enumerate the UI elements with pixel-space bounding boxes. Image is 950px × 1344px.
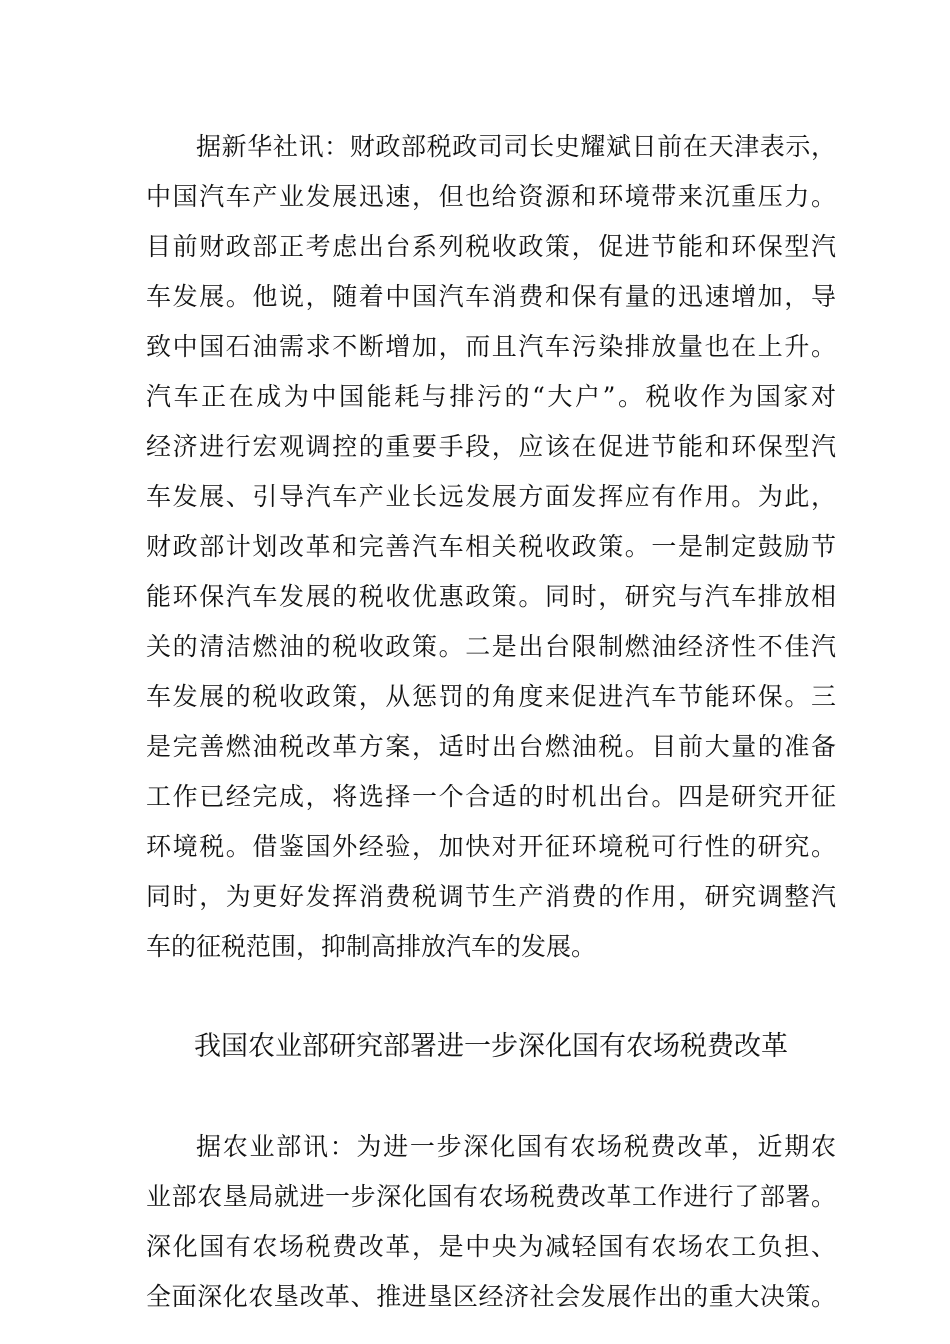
article-1-line: 车发展的税收政策，从惩罚的角度来促进汽车节能环保。三 — [146, 682, 836, 711]
article-1-line: 工作已经完成，将选择一个合适的时机出台。四是研究开征 — [146, 782, 836, 811]
article-1-line: 同时，为更好发挥消费税调节生产消费的作用，研究调整汽 — [146, 882, 836, 911]
article-1-line: 目前财政部正考虑出台系列税收政策，促进节能和环保型汽 — [146, 232, 836, 261]
article-1-line: 关的清洁燃油的税收政策。二是出台限制燃油经济性不佳汽 — [146, 632, 836, 661]
article-1-line: 据新华社讯：财政部税政司司长史耀斌日前在天津表示， — [196, 132, 836, 161]
article-1-line: 环境税。借鉴国外经验，加快对开征环境税可行性的研究。 — [146, 832, 836, 861]
article-1-line: 经济进行宏观调控的重要手段，应该在促进节能和环保型汽 — [146, 432, 836, 461]
article-1-line: 车的征税范围，抑制高排放汽车的发展。 — [146, 932, 597, 961]
article-1-line: 车发展、引导汽车产业长远发展方面发挥应有作用。为此， — [146, 482, 836, 511]
article-1-line: 致中国石油需求不断增加，而且汽车污染排放量也在上升。 — [146, 332, 836, 361]
article-1-line: 是完善燃油税改革方案，适时出台燃油税。目前大量的准备 — [146, 732, 836, 761]
article-2-line: 深化国有农场税费改革，是中央为减轻国有农场农工负担、 — [146, 1232, 836, 1261]
article-2-line: 业部农垦局就进一步深化国有农场税费改革工作进行了部署。 — [146, 1182, 836, 1211]
article-1-line: 汽车正在成为中国能耗与排污的“大户”。税收作为国家对 — [146, 382, 836, 411]
article-1-line: 车发展。他说，随着中国汽车消费和保有量的迅速增加，导 — [146, 282, 836, 311]
article-2-line: 全面深化农垦改革、推进垦区经济社会发展作出的重大决策。 — [146, 1282, 836, 1311]
article-1-line: 能环保汽车发展的税收优惠政策。同时，研究与汽车排放相 — [146, 582, 836, 611]
article-2-title: 我国农业部研究部署进一步深化国有农场税费改革 — [194, 1031, 788, 1062]
article-2-line: 据农业部讯：为进一步深化国有农场税费改革，近期农 — [196, 1132, 836, 1161]
article-1-line: 中国汽车产业发展迅速，但也给资源和环境带来沉重压力。 — [146, 182, 836, 211]
article-1-line: 财政部计划改革和完善汽车相关税收政策。一是制定鼓励节 — [146, 532, 836, 561]
